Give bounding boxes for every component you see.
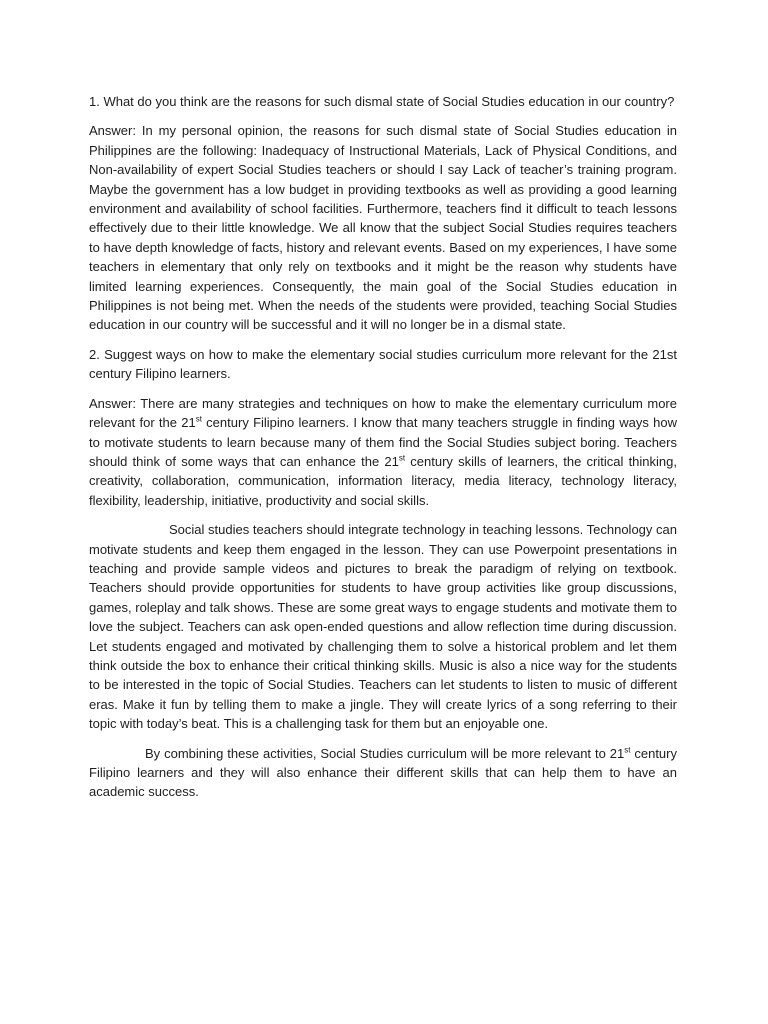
conclusion-paragraph — [89, 744, 677, 802]
conclusion-part-2: century Filipino learners and they will also enhance their different skills that can help them to have an academic success. — [89, 745, 677, 800]
question-2: 2. Suggest ways on how to make the elementary social studies curriculum more relevant for the 21st century Filipino learners. — [89, 346, 677, 382]
conclusion-part-1: By combining these activities, Social Studies curriculum will be more relevant to 21 — [145, 745, 625, 761]
ordinal-suffix: st — [624, 745, 631, 755]
answer-1: Answer: In my personal opinion, the reasons for such dismal state of Social Studies education in Philippines are the following: Inadequacy of Instructional Materials, Lack of Physical Conditions, and Non-availability of expert Social Studies teachers or should I say Lack of teacher’s training program. Maybe the government has a low budget in providing textbooks as well as providing a good learning environment and availability of school facilities. Furthermore, teachers find it difficult to teach lessons effectively due to their little knowledge. We all know that the subject Social Studies requires teachers to have depth knowledge of facts, history and relevant events. Based on my experiences, I have some teachers in elementary that only rely on textbooks and it might be the reason why students have limited learning experiences. Consequently, the main goal of the Social Studies education in Philippines is not being met. When the needs of the students were provided, teaching Social Studies education in our country will be successful and it will no longer be in a dismal state. — [89, 123, 677, 333]
document-page — [89, 92, 677, 802]
question-1: 1. What do you think are the reasons for such dismal state of Social Studies education in our country? — [89, 94, 675, 109]
answer-2-part-2: century Filipino learners. I know that many teachers struggle in finding ways how to motivate students to learn because many of them find the Social Studies subject boring. Teachers should think of some ways that can enhance the 21 — [89, 415, 677, 469]
technology-paragraph: Social studies teachers should integrate technology in teaching lessons. Technology can motivate students and keep them engaged in the lesson. They can use Powerpoint presentations in teaching and provide sample videos and pictures to break the paradigm of relying on textbook. Teachers should provide opportunities for students to have group activities like group discussions, games, roleplay and talk shows. These are some great ways to engage students and motivate them to love the subject. Teachers can ask open-ended questions and allow reflection time during discussion. Let students engaged and motivated by challenging them to solve a historical problem and let them think outside the box to enhance their critical thinking skills. Music is also a nice way for the students to be interested in the topic of Social Studies. Teachers can let students to listen to music of different eras. Make it fun by telling them to make a jingle. They will create lyrics of a song referring to their topic with today’s beat. This is a challenging task for them but an enjoyable one. — [89, 522, 677, 732]
answer-2 — [89, 394, 677, 510]
ordinal-suffix: st — [195, 414, 202, 424]
ordinal-suffix: st — [398, 453, 406, 463]
answer-2-part-3: century skills of learners, the critical thinking, creativity, collaboration, communication, information literacy, media literacy, technology literacy, flexibility, leadership, initiative, productivity and social skills. — [89, 453, 677, 508]
answer-2-part-1: Answer: There are many strategies and techniques on how to make the elementary curriculum more relevant for the 21 — [89, 395, 677, 431]
